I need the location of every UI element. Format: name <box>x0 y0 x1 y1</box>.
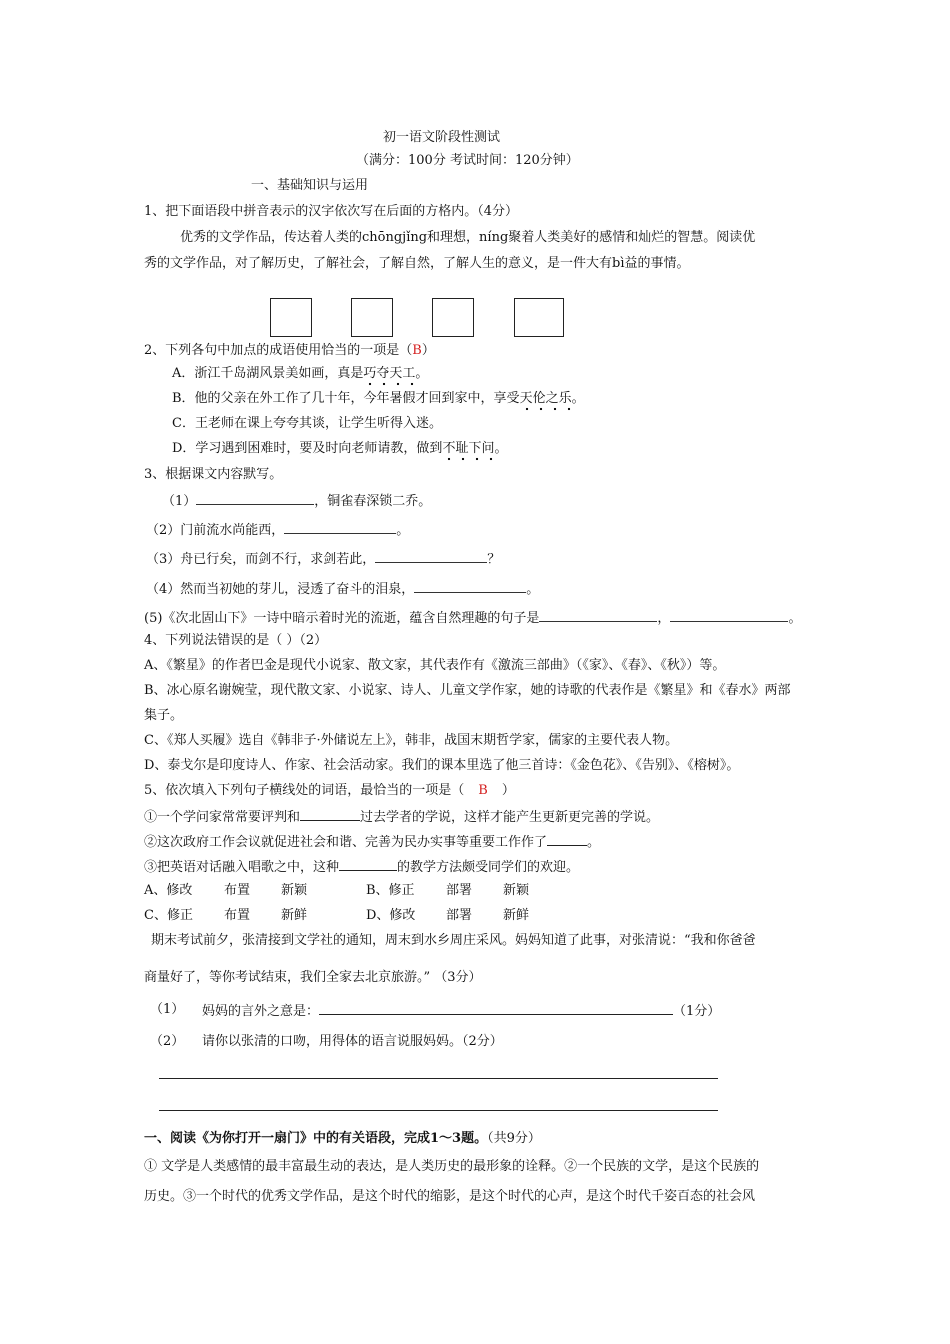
question-5-answer: B <box>478 783 488 798</box>
answer-line[interactable] <box>319 1002 673 1015</box>
dotted-idiom: 巧夺天工 <box>363 366 415 386</box>
question-5-option-c-word-3: 新鲜 <box>281 908 308 923</box>
scenario-paragraph-line-2: 商量好了，等你考试结束，我们全家去北京旅游。” （3分） <box>144 970 482 985</box>
question-3-item-2: （2）门前流水尚能西， 。 <box>146 523 410 538</box>
scenario-item-1: 妈妈的言外之意是： （1分） <box>202 1004 721 1019</box>
page-subtitle: （满分：100分 考试时间：120分钟） <box>356 153 579 168</box>
scenario-paragraph-line-1: 期末考试前夕，张清接到文学社的通知，周末到水乡周庄采风。妈妈知道了此事，对张清说：“我和你爸爸 <box>151 933 756 948</box>
question-4-stem: 4、下列说法错误的是（ ）（2） <box>144 633 328 648</box>
question-1-passage-line-2: 秀的文学作品，对了解历史，了解社会，了解自然，了解人生的意义，是一件大有bì益的事情。 <box>144 256 690 271</box>
question-5-option-a-word-3: 新颖 <box>281 883 308 898</box>
question-3-item-1: （1） ，铜雀春深锁二乔。 <box>162 494 432 509</box>
dotted-idiom: 天伦之乐 <box>520 391 572 411</box>
dotted-idiom: 不耻下问 <box>442 441 494 461</box>
question-5-option-c-label: C、修正 <box>144 908 193 923</box>
question-5-sentence-3: ③把英语对话融入唱歌之中，这种 的教学方法颇受同学们的欢迎。 <box>144 860 580 875</box>
fill-blank[interactable] <box>196 492 314 505</box>
section-heading: 一、基础知识与运用 <box>251 178 369 193</box>
question-1-stem: 1、把下面语段中拼音表示的汉字依次写在后面的方格内。（4分） <box>144 204 519 219</box>
question-2-option-b: B．他的父亲在外工作了几十年，今年暑假才回到家中，享受天伦之乐。 <box>172 391 585 407</box>
reading-passage-line-1: ① 文学是人类感情的最丰富最生动的表达，是人类历史的最形象的诠释。②一个民族的文学，是这个民族的 <box>144 1159 760 1174</box>
fill-blank[interactable] <box>539 609 657 622</box>
answer-box-2[interactable] <box>351 298 393 337</box>
scenario-item-2-number: （2） <box>150 1034 185 1049</box>
question-2-option-a: A．浙江千岛湖风景美如画，真是巧夺天工。 <box>172 366 428 382</box>
question-5-option-b-word-3: 新颖 <box>503 883 530 898</box>
fill-blank[interactable] <box>375 550 487 563</box>
question-3-item-4: （4）然而当初她的芽儿，浸透了奋斗的泪泉， 。 <box>146 582 540 597</box>
question-2-stem: 2、下列各句中加点的成语使用恰当的一项是（B） <box>144 343 435 358</box>
fill-blank[interactable] <box>547 833 587 846</box>
question-5-option-c-word-2: 布置 <box>224 908 251 923</box>
scenario-item-1-number: （1） <box>150 1002 185 1017</box>
answer-line[interactable] <box>159 1078 718 1079</box>
question-3-stem: 3、根据课文内容默写。 <box>144 467 283 482</box>
question-5-option-a-label: A、修改 <box>144 883 193 898</box>
reading-passage-line-2: 历史。③一个时代的优秀文学作品，是这个时代的缩影，是这个时代的心声，是这个时代千姿百态的社会风 <box>144 1189 756 1204</box>
question-4-option-a: A、《繁星》的作者巴金是现代小说家、散文家，其代表作有《激流三部曲》（《家》、《春》、《秋》）等。 <box>144 658 726 673</box>
question-5-option-b-label: B、修正 <box>366 883 415 898</box>
question-5-sentence-2: ②这次政府工作会议就促进社会和谐、完善为民办实事等重要工作作了 。 <box>144 835 601 850</box>
question-3-item-3: （3）舟已行矣，而剑不行，求剑若此， ？ <box>146 552 501 567</box>
question-2-answer: B <box>412 343 422 358</box>
question-5-option-a-word-2: 布置 <box>224 883 251 898</box>
fill-blank[interactable] <box>339 858 397 871</box>
question-5-option-d-word-3: 新鲜 <box>503 908 530 923</box>
question-4-option-b-cont: 集子。 <box>144 708 184 723</box>
answer-box-1[interactable] <box>270 298 312 337</box>
fill-blank[interactable] <box>414 580 526 593</box>
question-5-option-d-label: D、修改 <box>366 908 416 923</box>
question-5-option-d-word-2: 部署 <box>446 908 473 923</box>
question-5-option-b-word-2: 部署 <box>446 883 473 898</box>
answer-box-4[interactable] <box>514 298 564 337</box>
question-5-sentence-1: ①一个学问家常常要评判和 过去学者的学说，这样才能产生更新更完善的学说。 <box>144 810 660 825</box>
page-title: 初一语文阶段性测试 <box>383 130 501 145</box>
question-2-option-d: D．学习遇到困难时，要及时向老师请教，做到不耻下问。 <box>172 441 507 457</box>
scenario-item-2: 请你以张清的口吻，用得体的语言说服妈妈。（2分） <box>202 1034 503 1049</box>
question-3-item-5: (5)《次北固山下》一诗中暗示着时光的流逝，蕴含自然理趣的句子是 ， 。 <box>144 611 802 626</box>
question-5-stem: 5、依次填入下列句子横线处的词语，最恰当的一项是（ B ） <box>144 783 515 798</box>
reading-heading: 一、阅读《为你打开一扇门》中的有关语段，完成1～3题。（共9分） <box>144 1131 541 1146</box>
answer-box-3[interactable] <box>432 298 474 337</box>
fill-blank[interactable] <box>284 521 396 534</box>
answer-line[interactable] <box>159 1110 718 1111</box>
question-2-option-c: C．王老师在课上夸夸其谈，让学生听得入迷。 <box>172 416 442 431</box>
question-4-option-d: D、泰戈尔是印度诗人、作家、社会活动家。我们的课本里选了他三首诗：《金色花》、《告别》、《榕树》。 <box>144 758 740 773</box>
question-1-passage-line-1: 优秀的文学作品，传达着人类的chōngjǐng和理想，níng聚着人类美好的感情和灿烂的智慧。阅读优 <box>180 230 756 245</box>
question-4-option-b: B、冰心原名谢婉莹，现代散文家、小说家、诗人、儿童文学作家，她的诗歌的代表作是《繁星》和《春水》两部 <box>144 683 791 698</box>
fill-blank[interactable] <box>670 609 788 622</box>
question-4-option-c: C、《郑人买履》选自《韩非子·外储说左上》，韩非，战国末期哲学家，儒家的主要代表人物。 <box>144 733 679 748</box>
fill-blank[interactable] <box>300 808 360 821</box>
